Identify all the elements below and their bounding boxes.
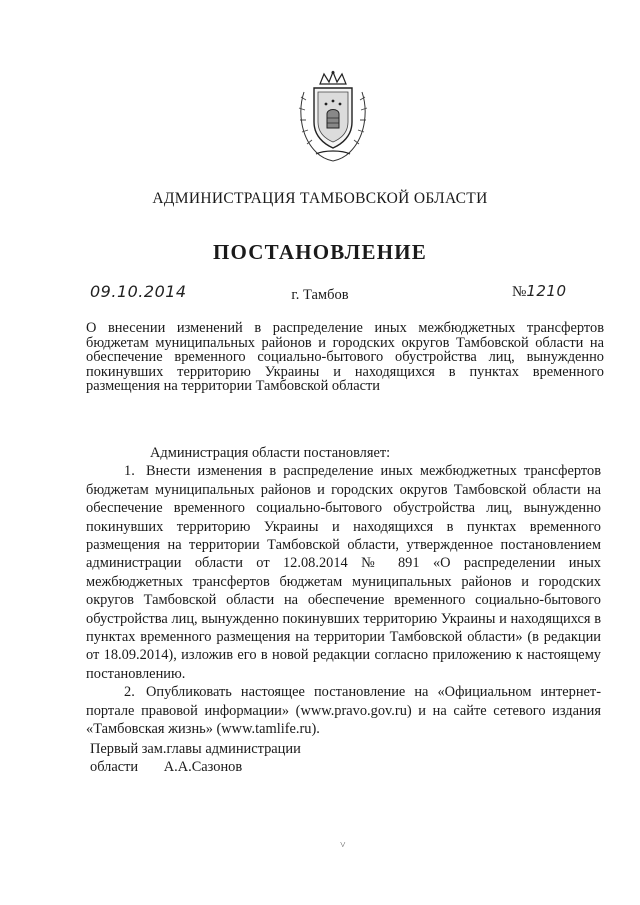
body-item bbox=[86, 683, 601, 738]
coat-of-arms-emblem bbox=[296, 70, 370, 162]
signer-name: А.А.Сазонов bbox=[163, 759, 243, 775]
document-body bbox=[86, 444, 601, 739]
item-text: Внести изменения в распределение иных межбюджетных трансфертов бюджетам муниципальных районов и городских округов Тамбовской области на обеспечение временного социально-бытового обустройства лиц, вынужденно покинувших территорию Украины и находящихся в пунктах временного размещения на территории Тамбовской области, утвержденное постановлением администрации области от 12.08.2014 № 891 «О распределении иных межбюджетных трансфертов бюджетам муниципальных районов и городских округов Тамбовской области на обеспечение временного социально-бытового обустройства лиц, вынужденно покинувших территорию Украины и находящихся в пунктах временного размещения на территории Тамбовской области» (в редакции от 18.09.2014), изложив его в новой редакции согласно приложению к настоящему постановлению. bbox=[86, 463, 601, 682]
intro-text: Администрация области постановляет: bbox=[150, 445, 391, 461]
signer-line bbox=[90, 758, 301, 776]
scan-speck: ˅ bbox=[340, 840, 346, 851]
number-prefix: № bbox=[512, 284, 527, 300]
document-title: О внесении изменений в распределение иных межбюджетных трансфертов бюджетам муниципальных районов и городских округов Тамбовской области на обеспечение временного социально-бытового обустройства лиц, вынужденно покинувших территорию Украины и находящихся в пунктах временного размещения на территории Тамбовской области bbox=[86, 320, 604, 395]
number-value: 1210 bbox=[526, 282, 567, 300]
document-date: 09.10.2014 bbox=[90, 282, 187, 301]
document-city: г. Тамбов bbox=[291, 287, 349, 303]
body-item bbox=[86, 462, 601, 683]
signer-position: Первый зам.главы администрации bbox=[90, 741, 301, 757]
organization-name: АДМИНИСТРАЦИЯ ТАМБОВСКОЙ ОБЛАСТИ bbox=[152, 190, 488, 207]
document-type: ПОСТАНОВЛЕНИЕ bbox=[212, 240, 428, 264]
signature-block bbox=[90, 740, 301, 776]
item-text: Опубликовать настоящее постановление на «Официальном интернет-портале правовой информации» (www.pravo.gov.ru) и на сайте сетевого издания «Тамбовская жизнь» (www.tamlife.ru). bbox=[86, 684, 601, 738]
document-number bbox=[512, 282, 567, 301]
emblem-icon bbox=[296, 70, 370, 162]
item-number: 2. bbox=[124, 684, 135, 701]
item-number: 1. bbox=[124, 463, 135, 480]
signer-position-cont: области bbox=[90, 759, 139, 775]
